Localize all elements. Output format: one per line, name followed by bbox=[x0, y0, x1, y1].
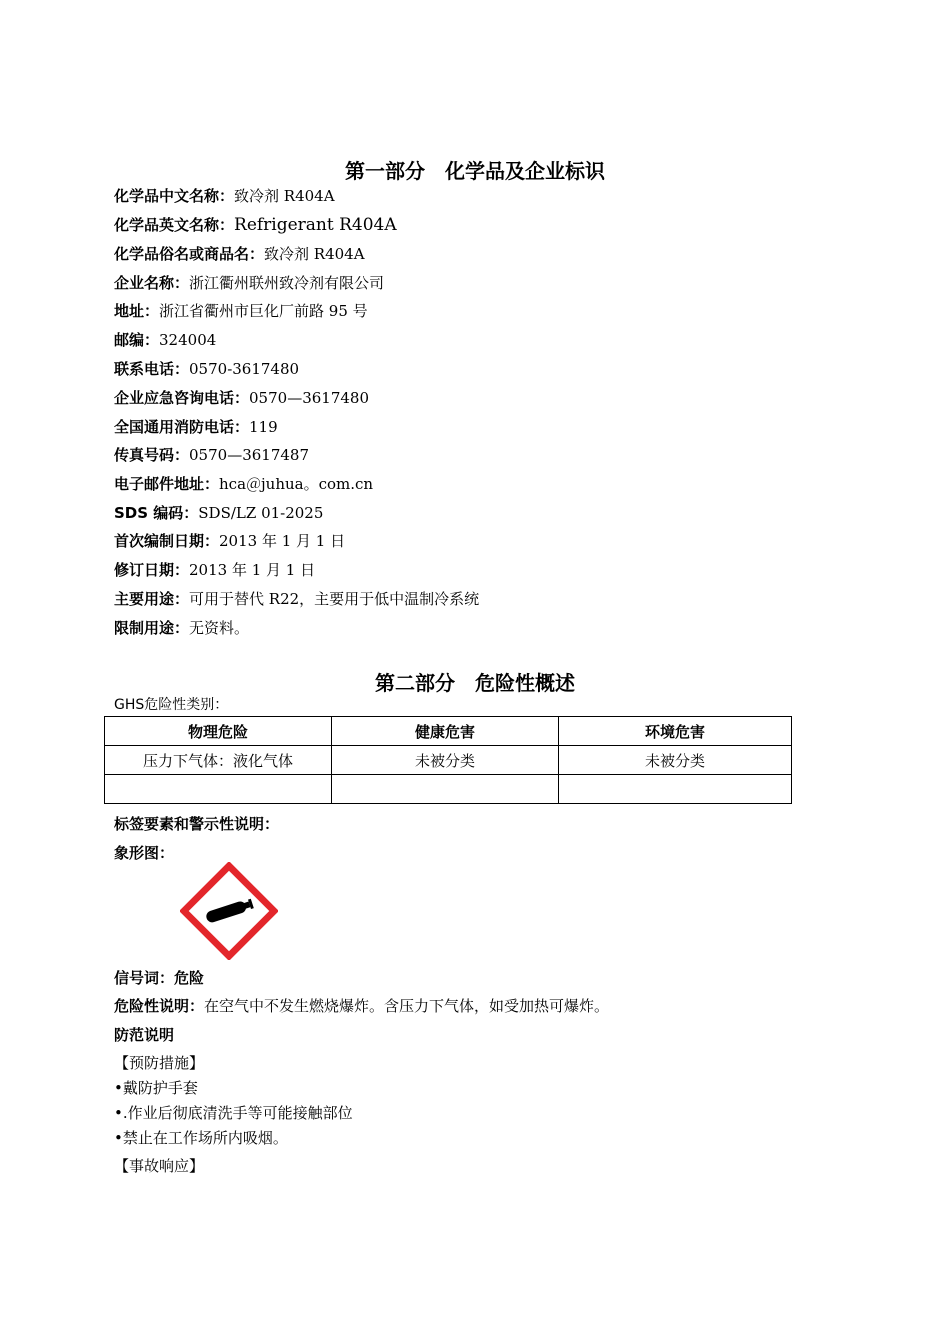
field-restricted-use: 限制用途：无资料。 bbox=[114, 619, 250, 637]
field-cn-name: 化学品中文名称：致冷剂 R404A bbox=[114, 187, 335, 205]
field-sds-code: SDS 编码：SDS/LZ 01-2025 bbox=[114, 504, 324, 522]
table-header-row bbox=[105, 717, 792, 746]
prevention-heading: 【预防措施】 bbox=[114, 1054, 205, 1072]
list-item: •禁止在工作场所内吸烟。 bbox=[114, 1129, 288, 1147]
table-cell bbox=[559, 775, 792, 804]
header-environment: 环境危害 bbox=[559, 717, 792, 746]
field-fax: 传真号码：0570—3617487 bbox=[114, 446, 309, 464]
field-postcode: 邮编：324004 bbox=[114, 331, 217, 349]
list-item: •.作业后彻底清洗手等可能接触部位 bbox=[114, 1104, 353, 1122]
table-cell: 未被分类 bbox=[559, 746, 792, 775]
hazard-table bbox=[104, 716, 792, 804]
field-main-use: 主要用途：可用于替代 R22，主要用于低中温制冷系统 bbox=[114, 590, 480, 608]
table-row bbox=[105, 746, 792, 775]
signal-word: 信号词：危险 bbox=[114, 969, 205, 987]
field-email: 电子邮件地址：hca＠juhua。com.cn bbox=[114, 475, 374, 493]
table-cell: 未被分类 bbox=[332, 746, 559, 775]
table-row bbox=[105, 775, 792, 804]
label-elements-heading: 标签要素和警示性说明： bbox=[114, 815, 280, 833]
field-phone: 联系电话：0570-3617480 bbox=[114, 360, 300, 378]
table-cell bbox=[332, 775, 559, 804]
table-cell bbox=[105, 775, 332, 804]
response-heading: 【事故响应】 bbox=[114, 1157, 205, 1175]
field-trade-name: 化学品俗名或商品名：致冷剂 R404A bbox=[114, 245, 365, 263]
hazard-statement: 危险性说明：在空气中不发生燃烧爆炸。含压力下气体，如受加热可爆炸。 bbox=[114, 997, 610, 1015]
part1-title: 第一部分 化学品及企业标识 bbox=[345, 159, 605, 183]
gas-cylinder-icon bbox=[180, 862, 278, 960]
field-en-name: 化学品英文名称：Refrigerant R404A bbox=[114, 215, 397, 235]
pictogram-heading: 象形图： bbox=[114, 844, 175, 862]
ghs-category-label: GHS危险性类别： bbox=[114, 697, 229, 713]
part2-title: 第二部分 危险性概述 bbox=[375, 671, 575, 695]
field-revision-date: 修订日期：2013 年 1 月 1 日 bbox=[114, 561, 316, 579]
field-fire-phone: 全国通用消防电话：119 bbox=[114, 418, 278, 436]
field-emergency-phone: 企业应急咨询电话：0570—3617480 bbox=[114, 389, 369, 407]
field-company: 企业名称：浙江衢州联州致冷剂有限公司 bbox=[114, 274, 385, 292]
table-cell: 压力下气体：液化气体 bbox=[105, 746, 332, 775]
list-item: •戴防护手套 bbox=[114, 1079, 198, 1097]
header-physical: 物理危险 bbox=[105, 717, 332, 746]
field-first-date: 首次编制日期：2013 年 1 月 1 日 bbox=[114, 532, 346, 550]
header-health: 健康危害 bbox=[332, 717, 559, 746]
field-address: 地址：浙江省衢州市巨化厂前路 95 号 bbox=[114, 302, 368, 320]
precaution-heading: 防范说明 bbox=[114, 1026, 175, 1044]
